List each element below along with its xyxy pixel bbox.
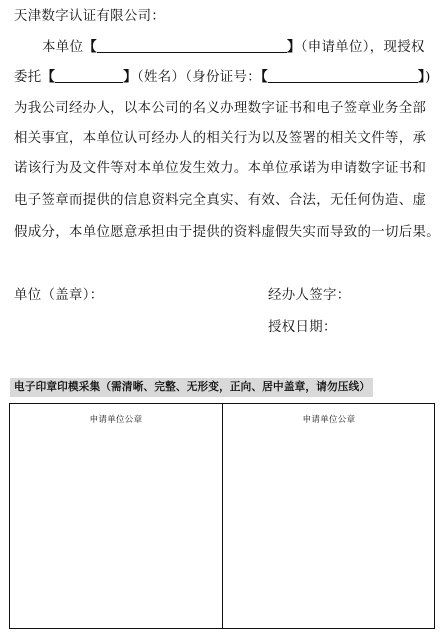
seal-section-title: 电子印章印模采集（需清晰、完整、无形变，正向、居中盖章，请勿压线） xyxy=(10,378,373,397)
line1-bracket-open: 【 xyxy=(83,39,97,55)
salutation: 天津数字认证有限公司： xyxy=(14,9,166,24)
agent-signature-label: 经办人签字： xyxy=(268,288,351,303)
agent-name-field[interactable] xyxy=(55,70,123,83)
seal-box-label-left: 申请单位公章 xyxy=(89,415,143,425)
line2-bracket-open: 【 xyxy=(41,69,56,85)
unit-seal-label: 单位（盖章）： xyxy=(14,288,104,303)
agent-id-field[interactable] xyxy=(268,70,418,83)
line2-middle: （姓名）（身份证号： xyxy=(136,70,261,85)
authorization-date-label: 授权日期： xyxy=(268,320,337,335)
body-line-5: 假成分，本单位愿意承担由于提供的资料虚假失实而导致的一切后果。 xyxy=(14,225,440,240)
agent-line xyxy=(14,69,431,86)
line2-bracket-close: 】 xyxy=(123,69,137,85)
seal-table-divider xyxy=(222,404,223,628)
line1-prefix: 本单位 xyxy=(42,40,84,55)
body-line-2: 相关事宜，本单位认可经办人的相关行为以及签署的相关文件等，承 xyxy=(14,131,427,146)
line2-bracket-close2: 】 xyxy=(418,69,426,85)
line1-bracket-close: 】 xyxy=(286,39,301,55)
applicant-unit-field[interactable] xyxy=(97,40,287,53)
line2-prefix: 委托 xyxy=(14,70,42,85)
seal-collection-table xyxy=(9,403,435,629)
body-line-4: 电子签章而提供的信息资料完全真实、有效、合法，无任何伪造、虚 xyxy=(14,193,427,208)
line2-suffix: ) xyxy=(425,70,431,85)
line2-bracket-open2: 【 xyxy=(261,69,269,85)
body-line-3: 诺该行为及文件等对本单位发生效力。本单位承诺为申请数字证书和 xyxy=(14,161,427,176)
line1-suffix: （申请单位），现授权 xyxy=(300,40,425,55)
seal-box-label-right: 申请单位公章 xyxy=(302,415,356,425)
body-line-1: 为我公司经办人，以本公司的名义办理数字证书和电子签章业务全部 xyxy=(14,101,427,116)
applicant-unit-line xyxy=(42,39,425,56)
